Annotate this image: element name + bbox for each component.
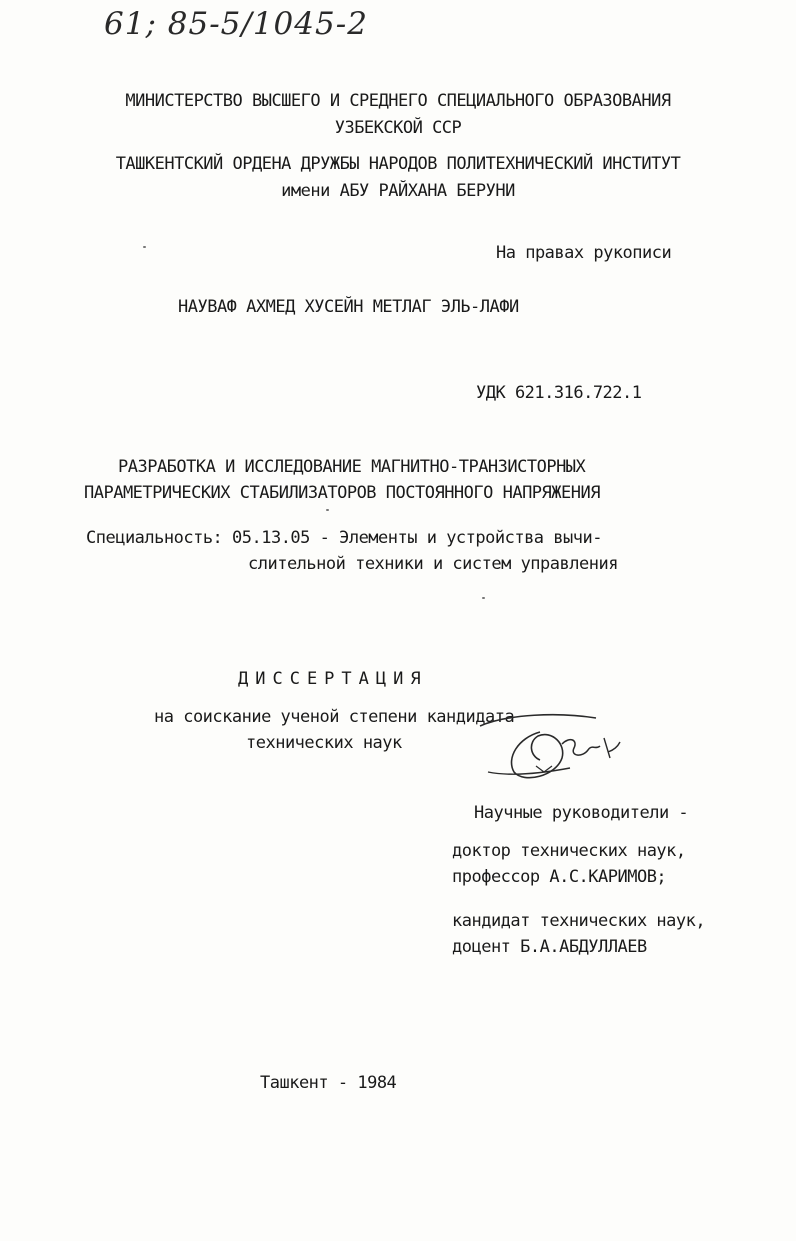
dissertation-heading: ДИССЕРТАЦИЯ <box>238 669 428 689</box>
supervisor-1-degree: доктор технических наук, <box>452 841 686 861</box>
scan-speck <box>482 597 485 599</box>
supervisor-1-name: профессор А.С.КАРИМОВ; <box>452 867 667 887</box>
specialty-line-2: слительной техники и систем управления <box>248 554 618 574</box>
scan-speck <box>143 246 146 248</box>
archive-handwritten-mark: 61; 85-5/1045-2 <box>104 6 368 42</box>
supervisor-2-degree: кандидат технических наук, <box>452 911 706 931</box>
ministry-line-1: МИНИСТЕРСТВО ВЫСШЕГО И СРЕДНЕГО СПЕЦИАЛЬНОГО ОБРАЗОВАНИЯ <box>125 91 671 111</box>
author-name: НАУВАФ АХМЕД ХУСЕЙН МЕТЛАГ ЭЛЬ-ЛАФИ <box>178 297 519 317</box>
supervisors-heading: Научные руководители - <box>474 803 689 823</box>
degree-line-1: на соискание ученой степени кандидата <box>154 707 515 727</box>
specialty-line-1: Специальность: 05.13.05 - Элементы и устройства вычи- <box>86 528 602 548</box>
supervisor-2-name: доцент Б.А.АБДУЛЛАЕВ <box>452 937 647 957</box>
thesis-title-line-2: ПАРАМЕТРИЧЕСКИХ СТАБИЛИЗАТОРОВ ПОСТОЯННОГО НАПРЯЖЕНИЯ <box>84 483 600 503</box>
signature-scribble <box>478 706 628 786</box>
thesis-title-line-1: РАЗРАБОТКА И ИССЛЕДОВАНИЕ МАГНИТНО-ТРАНЗИСТОРНЫХ <box>118 457 586 477</box>
degree-line-2: технических наук <box>246 733 402 753</box>
place-and-year: Ташкент - 1984 <box>260 1073 397 1093</box>
ministry-line-2: УЗБЕКСКОЙ ССР <box>334 118 462 138</box>
institute-line-2: имени АБУ РАЙХАНА БЕРУНИ <box>281 181 515 201</box>
scan-speck <box>326 509 329 511</box>
institute-line-1: ТАШКЕНТСКИЙ ОРДЕНА ДРУЖБЫ НАРОДОВ ПОЛИТЕХНИЧЕСКИЙ ИНСТИТУТ <box>115 154 681 174</box>
udc-code: УДК 621.316.722.1 <box>476 383 642 403</box>
manuscript-rights-note: На правах рукописи <box>496 243 672 263</box>
